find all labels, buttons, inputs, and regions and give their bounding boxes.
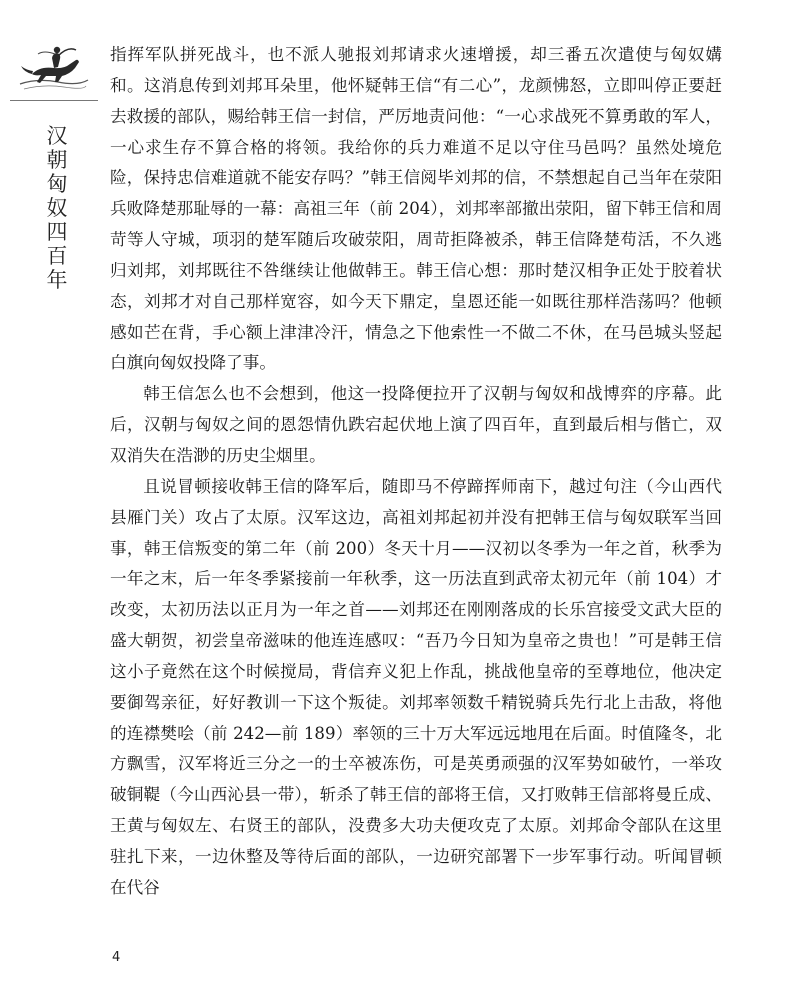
book-title-char: 汉 [46,124,68,148]
book-title-char: 匈 [46,172,68,196]
book-title-char: 四 [46,220,68,244]
body-text [110,40,722,904]
sidebar-divider [10,100,98,101]
book-title-char: 百 [46,244,68,268]
book-title-char: 年 [46,268,68,292]
page-number: 4 [112,950,121,965]
horseman-emblem-icon [18,38,90,94]
paragraph: 指挥军队拼死战斗，也不派人驰报刘邦请求火速增援，却三番五次遣使与匈奴媾和。这消息传到刘邦耳朵里，他怀疑韩王信“有二心”，龙颜怫怒，立即叫停正要赶去救援的部队，赐给韩王信一封信，严厉地责问他：“一心求战死不算勇敢的军人，一心求生存不算合格的将领。我给你的兵力难道不足以守住马邑吗？虽然处境危险，保持忠信难道就不能安存吗？”韩王信阅毕刘邦的信，不禁想起自己当年在荥阳兵败降楚那耻辱的一幕：高祖三年（前 204），刘邦率部撤出荥阳，留下韩王信和周苛等人守城，项羽的楚军随后攻破荥阳，周苛拒降被杀，韩王信降楚苟活，不久逃归刘邦，刘邦既往不咎继续让他做韩王。韩王信心想：那时楚汉相争正处于胶着状态，刘邦才对自己那样宽容，如今天下鼎定，皇恩还能一如既往那样浩荡吗？他顿感如芒在背，手心额上津津冷汗，情急之下他索性一不做二不休，在马邑城头竖起白旗向匈奴投降了事。 [110,45,722,373]
paragraph: 韩王信怎么也不会想到，他这一投降便拉开了汉朝与匈奴和战博弈的序幕。此后，汉朝与匈奴之间的恩怨情仇跌宕起伏地上演了四百年，直到最后相与偕亡，双双消失在浩渺的历史尘烟里。 [110,384,722,465]
book-title-vertical [44,124,70,292]
book-title-char: 奴 [46,196,68,220]
book-title-char: 朝 [46,148,68,172]
paragraph: 且说冒顿接收韩王信的降军后，随即马不停蹄挥师南下，越过句注（今山西代县雁门关）攻占了太原。汉军这边，高祖刘邦起初并没有把韩王信与匈奴联军当回事，韩王信叛变的第二年（前 200）冬天十月——汉初以冬季为一年之首，秋季为一年之末，后一年冬季紧接前一年秋季，这一历法直到武帝太初元年（前 104）才改变，太初历法以正月为一年之首——刘邦还在刚刚落成的长乐宫接受文武大臣的盛大朝贺，初尝皇帝滋味的他连连感叹：“吾乃今日知为皇帝之贵也！”可是韩王信这小子竟然在这个时候搅局，背信弃义犯上作乱，挑战他皇帝的至尊地位，他决定要御驾亲征，好好教训一下这个叛徒。刘邦率领数千精锐骑兵先行北上击敌，将他的连襟樊哙（前 242—前 189）率领的三十万大军远远地甩在后面。时值隆冬，北方飘雪，汉军将近三分之一的士卒被冻伤，可是英勇顽强的汉军势如破竹，一举攻破铜鞮（今山西沁县一带），斩杀了韩王信的部将王信，又打败韩王信部将曼丘成、王黄与匈奴左、右贤王的部队，没费多大功夫便攻克了太原。刘邦命令部队在这里驻扎下来，一边休整及等待后面的部队，一边研究部署下一步军事行动。听闻冒顿在代谷 [110,476,722,897]
